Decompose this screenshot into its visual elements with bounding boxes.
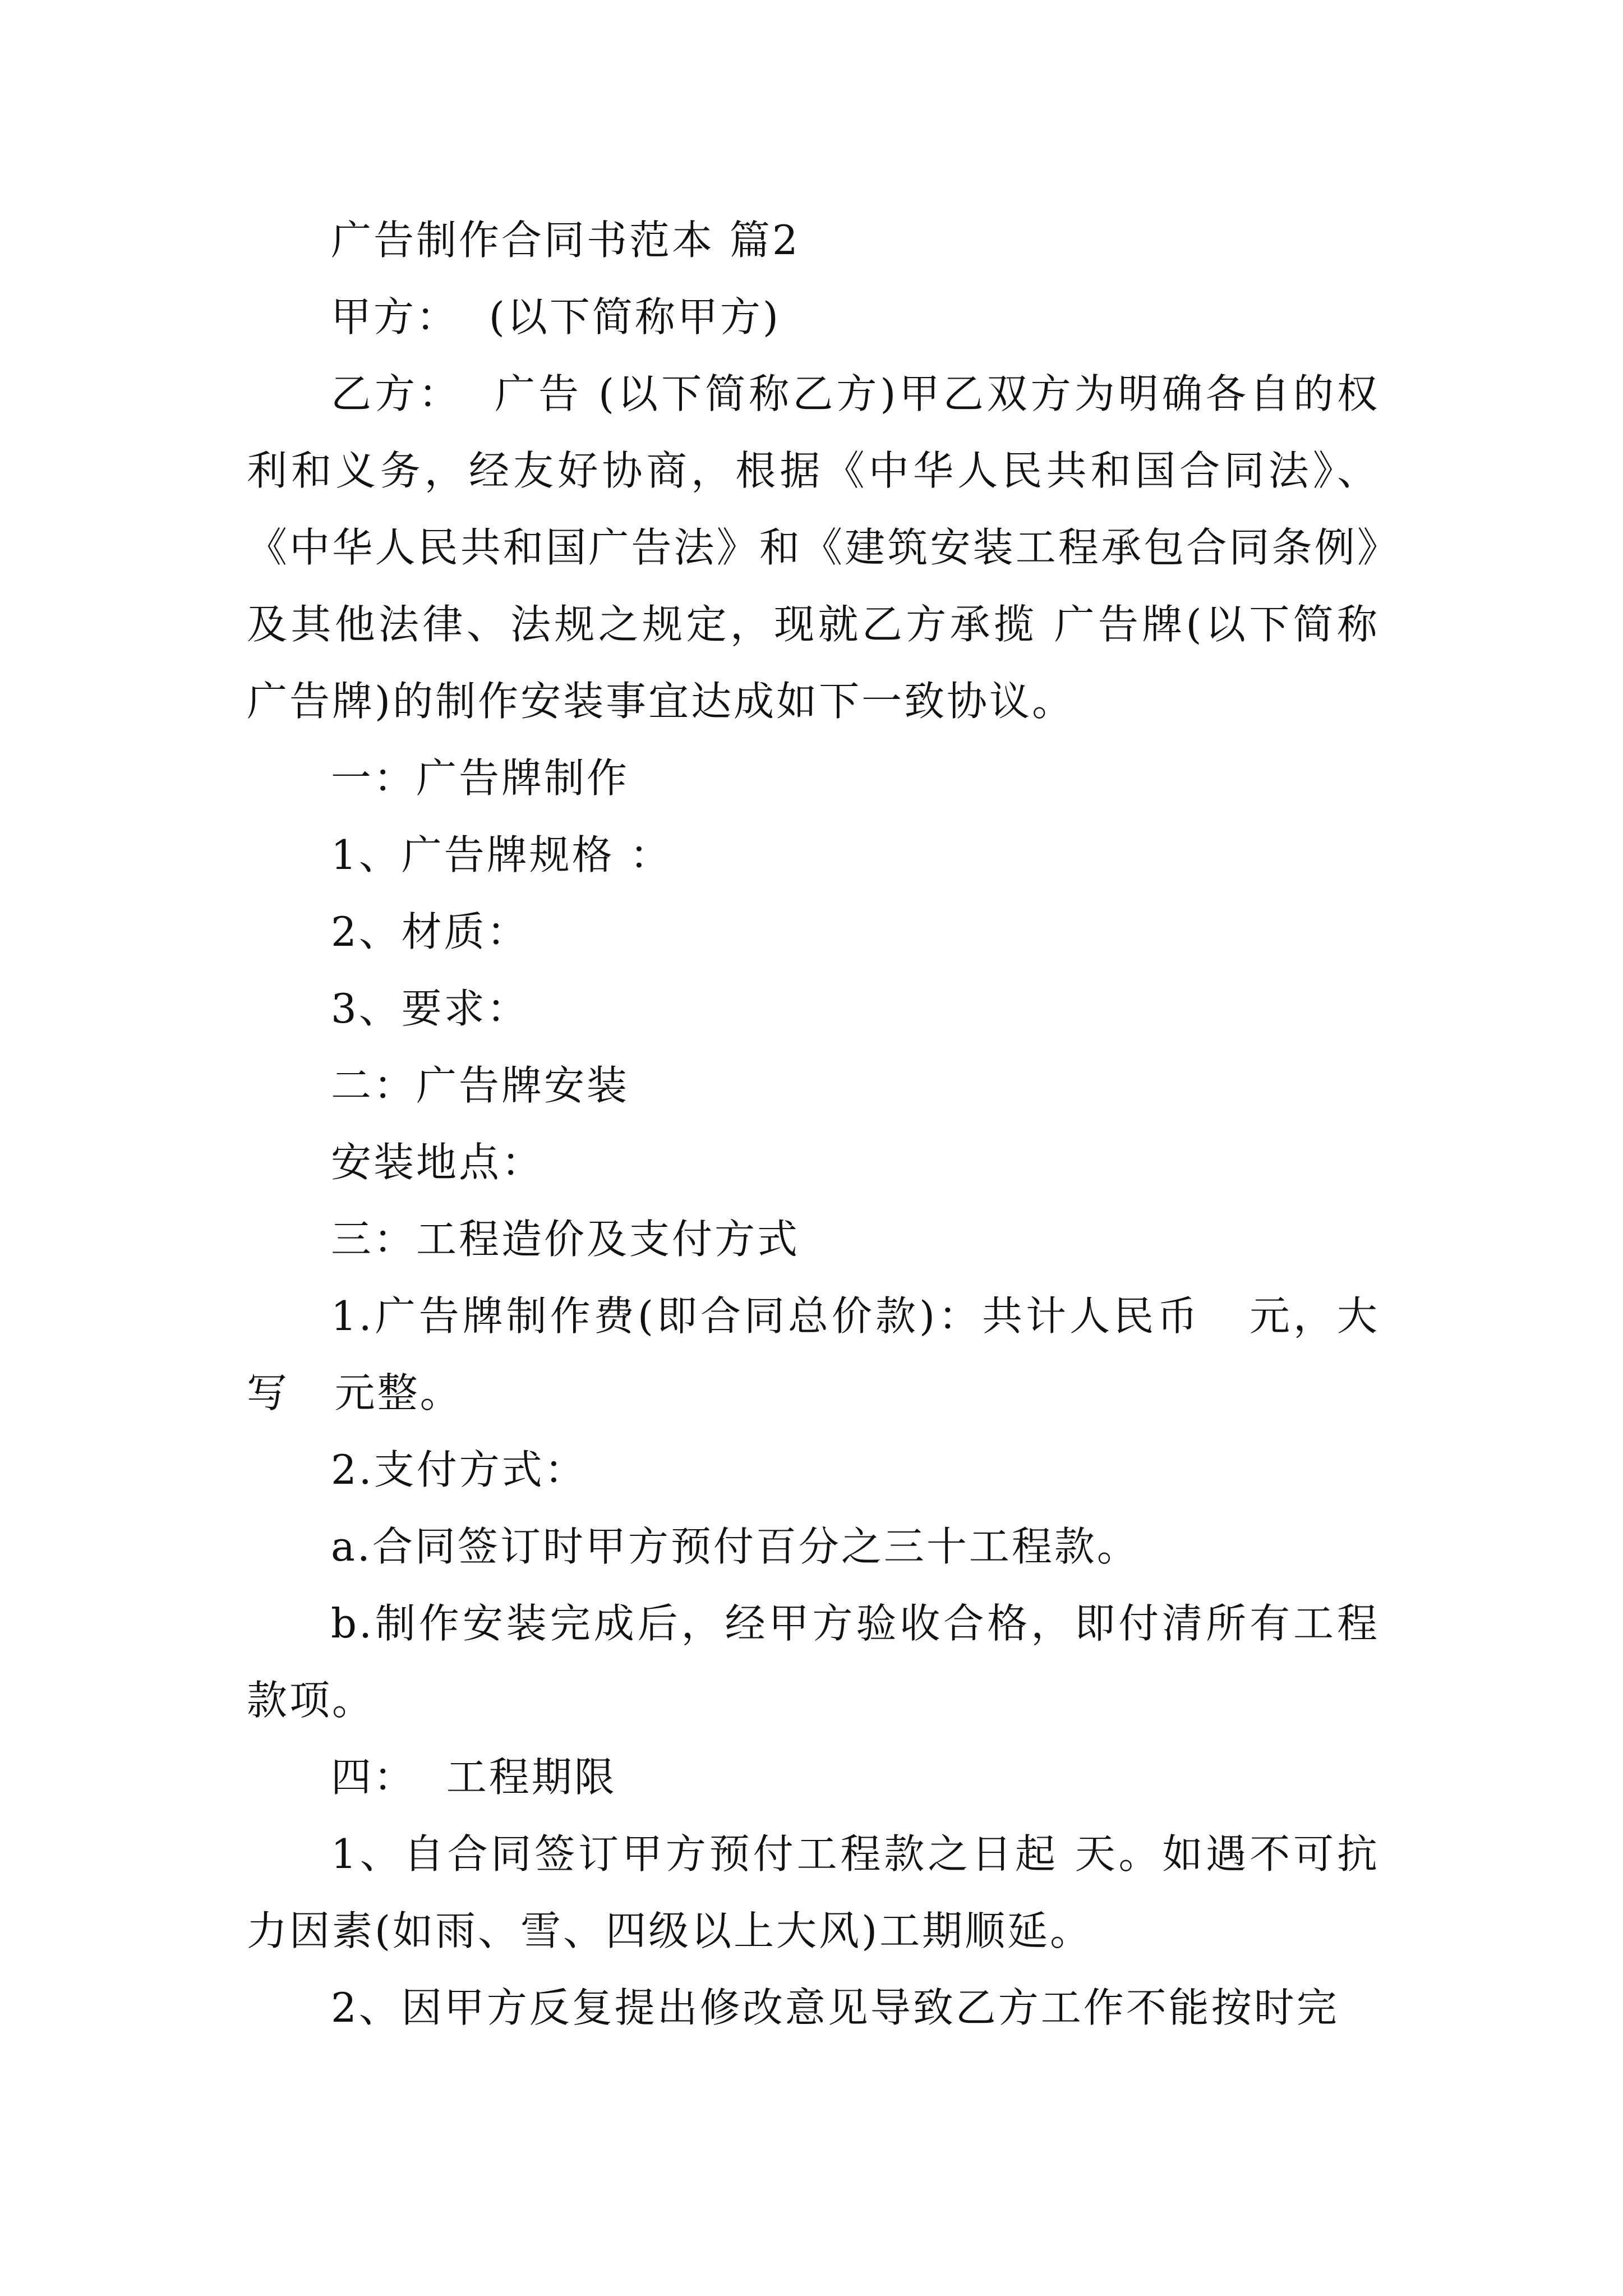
section-heading-4: 四： 工程期限: [331, 1754, 617, 1801]
clause-3-2b: b.制作安装完成后，经甲方验收合格，即付清所有工程款项。: [247, 1600, 1380, 1724]
section-heading-2: 二：广告牌安装: [331, 1062, 630, 1109]
clause-3-2: 2.支付方式：: [331, 1446, 587, 1493]
document-title: 广告制作合同书范本 篇2: [331, 217, 800, 264]
clause-4-2: 2、因甲方反复提出修改意见导致乙方工作不能按时完: [331, 1984, 1339, 2031]
clause-3-2a: a.合同签订时甲方预付百分之三十工程款。: [331, 1523, 1140, 1570]
section-heading-3: 三：工程造价及支付方式: [331, 1216, 800, 1263]
section-heading-1: 一：广告牌制作: [331, 754, 630, 802]
clause-4-1: 1、自合同签订甲方预付工程款之日起 天。如遇不可抗力因素(如雨、雪、四级以上大风)工期顺延。: [247, 1830, 1380, 1954]
party-b-paragraph: 乙方： 广告 (以下简称乙方)甲乙双方为明确各自的权利和义务，经友好协商，根据《中华人民共和国合同法》、《中华人民共和国广告法》和《建筑安装工程承包合同条例》及其他法律、法规之规定，现就乙方承揽 广告牌(以下简称广告牌)的制作安装事宜达成如下一致协议。: [247, 370, 1380, 725]
clause-3-1: 1.广告牌制作费(即合同总价款)：共计人民币 元，大写 元整。: [247, 1292, 1380, 1416]
document-body: [247, 202, 1380, 2046]
clause-1-3: 3、要求：: [331, 985, 529, 1032]
clause-2-location: 安装地点：: [331, 1139, 545, 1186]
clause-1-1: 1、广告牌规格 ：: [331, 831, 672, 878]
clause-1-2: 2、材质：: [331, 908, 529, 955]
party-a-line: 甲方： (以下简称甲方): [331, 293, 781, 341]
